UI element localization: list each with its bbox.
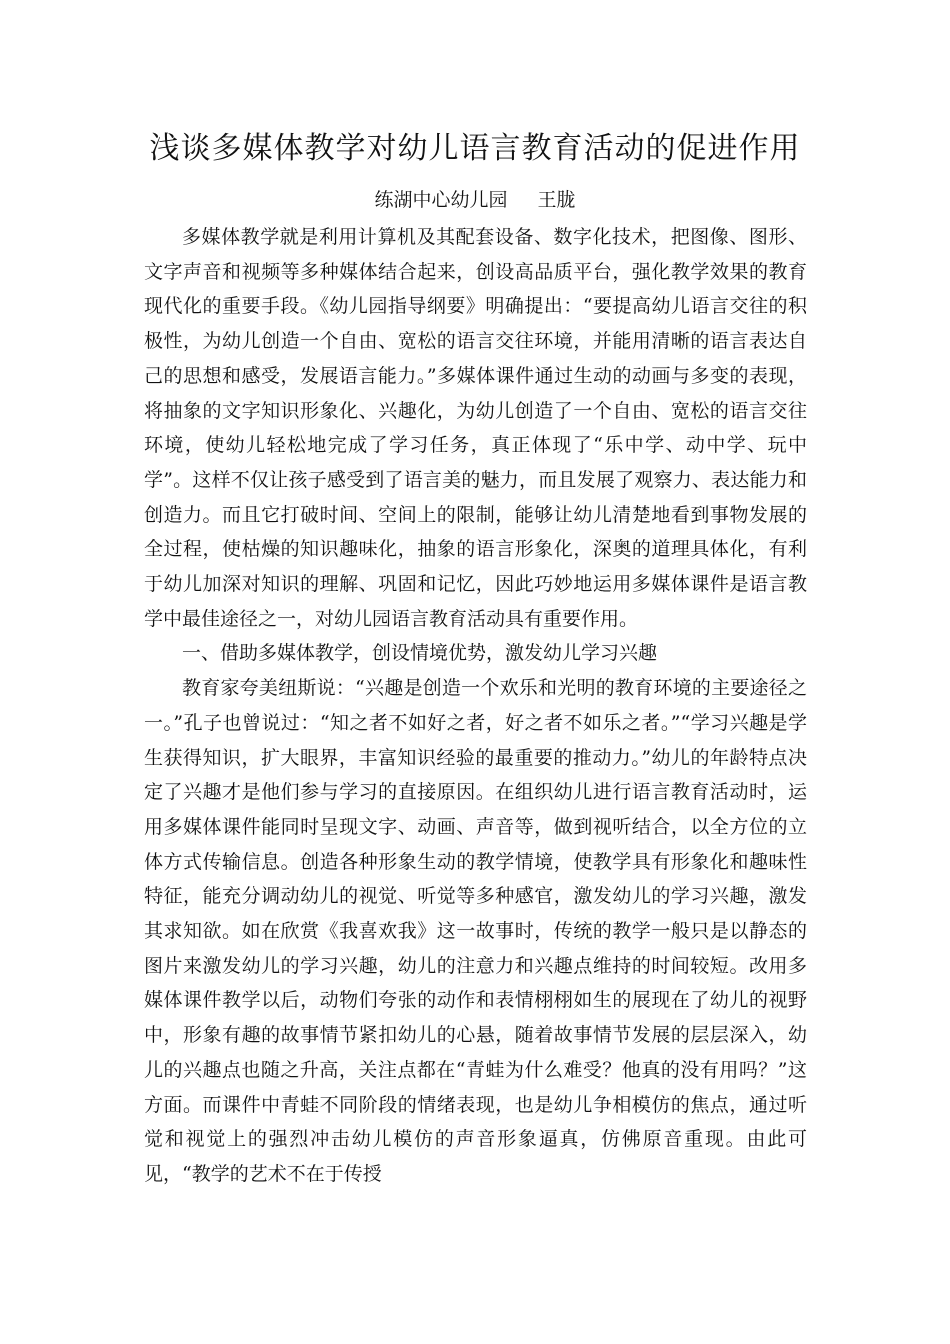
author-affiliation: 练湖中心幼儿园 [374, 189, 508, 211]
section-heading-1: 一、借助多媒体教学，创设情境优势，激发幼儿学习兴趣 [182, 642, 658, 665]
byline [0, 183, 950, 217]
document-title: 浅谈多媒体教学对幼儿语言教育活动的促进作用 [149, 131, 801, 166]
author-name: 王胧 [537, 189, 576, 211]
paragraph-intro: 多媒体教学就是利用计算机及其配套设备、数字化技术，把图像、图形、文字声音和视频等多种媒体结合起来，创设高品质平台，强化教学效果的教育现代化的重要手段。《幼儿园指导纲要》明确提出：“要提高幼儿语言交往的积极性，为幼儿创造一个自由、宽松的语言交往环境，并能用清晰的语言表达自己的思想和感受，发展语言能力。”多媒体课件通过生动的动画与多变的表现，将抽象的文字知识形象化、兴趣化，为幼儿创造了一个自由、宽松的语言交往环境，使幼儿轻松地完成了学习任务，真正体现了“乐中学、动中学、玩中学”。这样不仅让孩子感受到了语言美的魅力，而且发展了观察力、表达能力和创造力。而且它打破时间、空间上的限制，能够让幼儿清楚地看到事物发展的全过程，使枯燥的知识趣味化，抽象的语言形象化，深奥的道理具体化，有利于幼儿加深对知识的理解、巩固和记忆，因此巧妙地运用多媒体课件是语言教学中最佳途径之一，对幼儿园语言教育活动具有重要作用。 [144, 226, 807, 630]
paragraph-section-1: 教育家夸美纽斯说：“兴趣是创造一个欢乐和光明的教育环境的主要途径之一。”孔子也曾说过：“知之者不如好之者，好之者不如乐之者。”“学习兴趣是学生获得知识，扩大眼界，丰富知识经验的最重要的推动力。”幼儿的年龄特点决定了兴趣才是他们参与学习的直接原因。在组织幼儿进行语言教育活动时，运用多媒体课件能同时呈现文字、动画、声音等，做到视听结合，以全方位的立体方式传输信息。创造各种形象生动的教学情境，使教学具有形象化和趣味性特征，能充分调动幼儿的视觉、听觉等多种感官，激发幼儿的学习兴趣，激发其求知欲。如在欣赏《我喜欢我》这一故事时，传统的教学一般只是以静态的图片来激发幼儿的学习兴趣，幼儿的注意力和兴趣点维持的时间较短。改用多媒体课件教学以后，动物们夸张的动作和表情栩栩如生的展现在了幼儿的视野中，形象有趣的故事情节紧扣幼儿的心悬，随着故事情节发展的层层深入，幼儿的兴趣点也随之升高，关注点都在“青蛙为什么难受？他真的没有用吗？”这方面。而课件中青蛙不同阶段的情绪表现，也是幼儿争相模仿的焦点，通过听觉和视觉上的强烈冲击幼儿模仿的声音形象逼真，仿佛原音重现。由此可见，“教学的艺术不在于传授 [144, 677, 807, 1185]
document-body [144, 220, 807, 1192]
